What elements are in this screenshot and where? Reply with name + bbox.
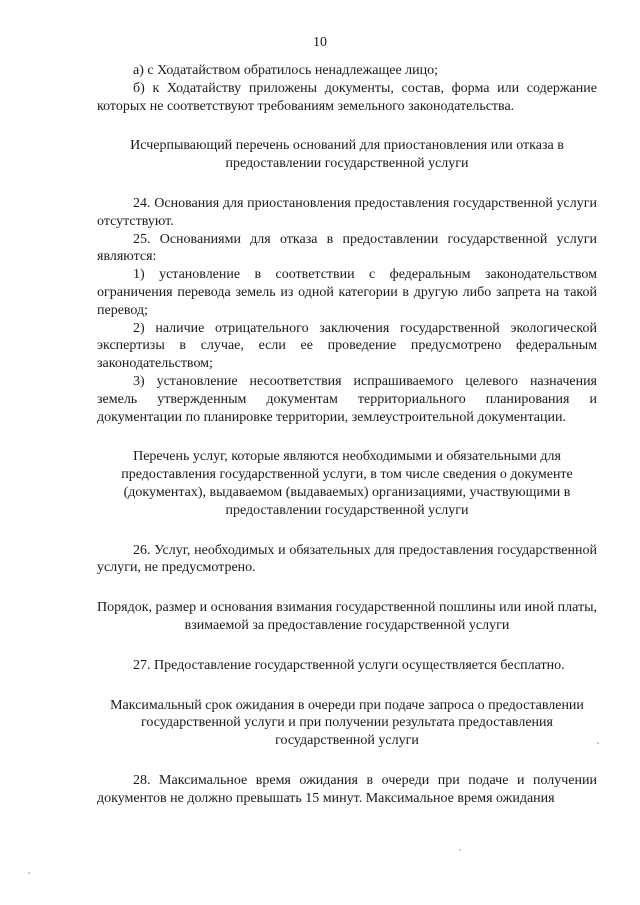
heading-required-services: Перечень услуг, которые являются необходимыми и обязательными для предоставления государственной услуги, в том числе сведения о документе (документах), выдаваемом (выдаваемых) организациями, участвующими в предоставлении государственной услуги	[121, 449, 573, 518]
heading-state-fee: Порядок, размер и основания взимания государственной пошлины или иной платы, взимаемой за предоставление государственной услуги	[97, 600, 597, 633]
paragraph-25-3: 3) установление несоответствия испрашиваемого целевого назначения земель утвержденным документам территориального планирования и документации по планировке территории, землеустроительной документации.	[97, 373, 597, 425]
paragraph-26: 26. Услуг, необходимых и обязательных для предоставления государственной услуги, не предусмотрено.	[97, 542, 597, 576]
heading-queue-waiting-time: Максимальный срок ожидания в очереди при подаче запроса о предоставлении государственной услуги и при получении результата предоставления государственной услуги	[110, 697, 584, 749]
heading-suspension-refusal: Исчерпывающий перечень оснований для приостановления или отказа в предоставлении государственной услуги	[130, 138, 564, 172]
scan-speck	[597, 742, 599, 744]
paragraph-25-1: 1) установление в соответствии с федеральным законодательством ограничения перевода земель из одной категории в другую либо запрета на такой перевод;	[97, 267, 597, 318]
scan-speck	[28, 872, 30, 874]
scan-speck	[459, 849, 461, 851]
page-number: 10	[313, 35, 327, 50]
item-b: б) к Ходатайству приложены документы, состав, форма или содержание которых не соответствуют требованиям земельного законодательства.	[97, 80, 597, 114]
paragraph-25: 25. Основаниями для отказа в предоставлении государственной услуги являются:	[97, 231, 597, 265]
paragraph-24: 24. Основания для приостановления предоставления государственной услуги отсутствуют.	[97, 195, 597, 229]
paragraph-27: 27. Предоставление государственной услуги осуществляется бесплатно.	[133, 657, 565, 673]
document-body	[97, 62, 597, 808]
paragraph-28: 28. Максимальное время ожидания в очереди при подаче и получении документов не должно превышать 15 минут. Максимальное время ожидания	[97, 772, 597, 806]
item-a: а) с Ходатайством обратилось ненадлежащее лицо;	[133, 63, 439, 78]
paragraph-25-2: 2) наличие отрицательного заключения государственной экологической экспертизы в случае, если ее проведение предусмотрено федеральным законодательством;	[97, 320, 597, 372]
